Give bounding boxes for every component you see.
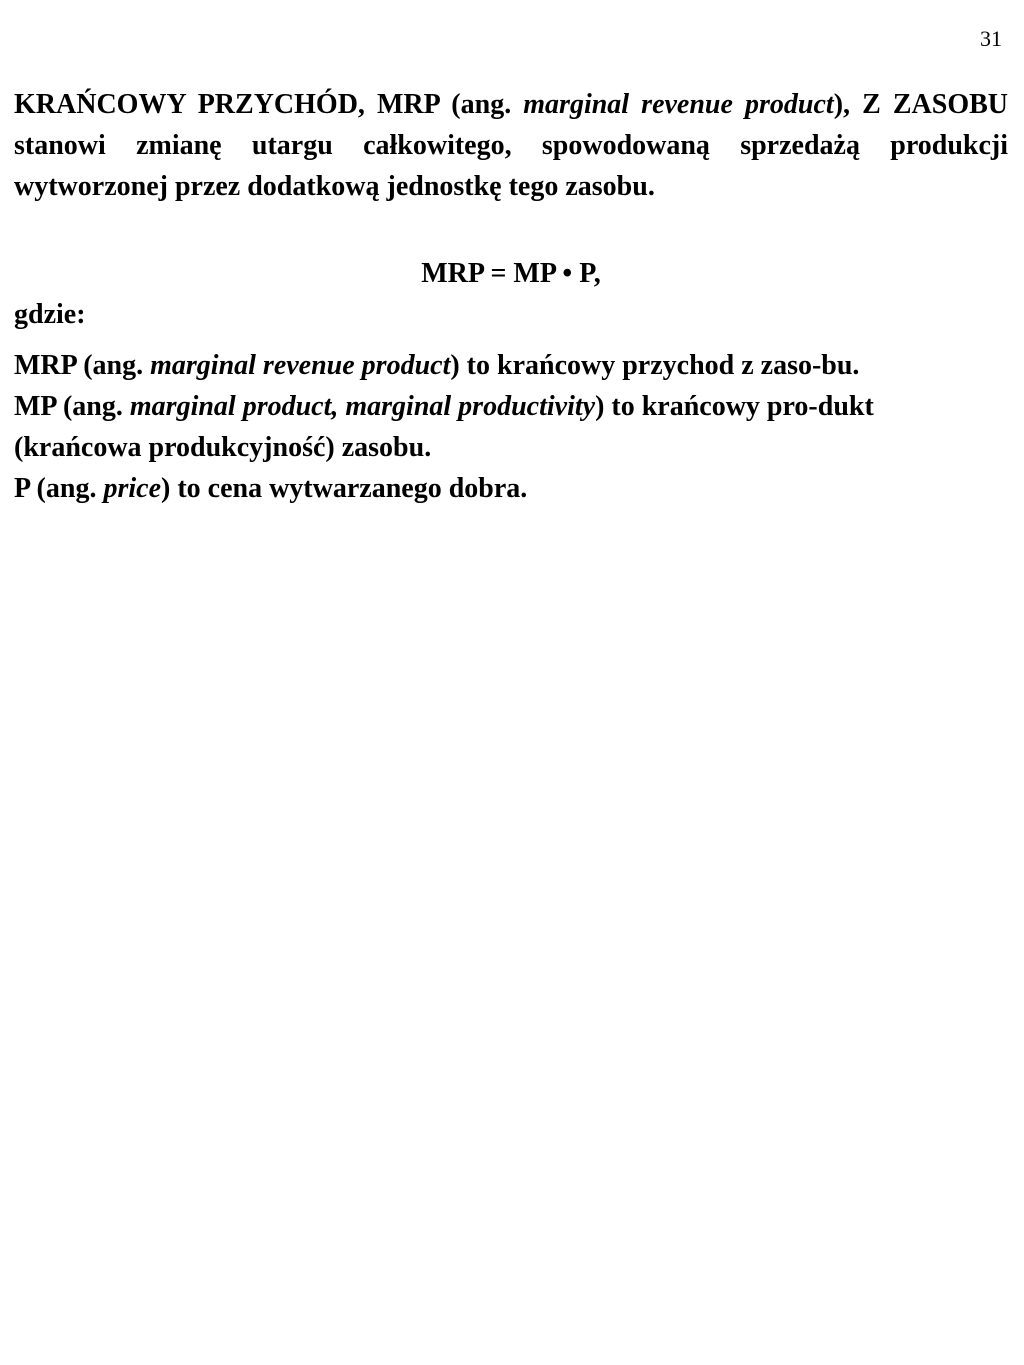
definition-paren-close: ), [833, 89, 851, 120]
where-label: gdzie: [14, 299, 86, 330]
definition-text: stanowi zmianę utargu całkowitego, spowodowaną sprzedażą produkcji wytworzonej przez dodatkową jednostkę tego zasobu. [14, 130, 1008, 202]
formula: MRP = MP • P, [421, 258, 601, 289]
definition-english-term: marginal revenue product [523, 89, 834, 120]
definition-paragraph [14, 84, 1008, 207]
gloss-english: price [103, 473, 161, 504]
gloss-definition: ) to cena wytwarzanego dobra. [161, 473, 528, 504]
gloss-english: marginal product, marginal productivity [129, 391, 596, 422]
gloss-mp [14, 386, 1008, 468]
slide-content [14, 84, 1008, 509]
gloss-p [14, 468, 1008, 509]
gloss-symbol: MP (ang. [14, 391, 130, 422]
gloss-symbol: MRP (ang. [14, 350, 151, 381]
definition-term-second-line: Z ZASOBU [862, 89, 1009, 120]
gloss-list [14, 345, 1008, 509]
gloss-english: marginal revenue product [150, 350, 451, 381]
page-number: 31 [980, 26, 1002, 51]
gloss-mrp [14, 345, 1008, 386]
gloss-definition: ) to krańcowy pro-dukt (krańcowa produkcyjność) zasobu. [14, 391, 874, 463]
definition-paren-open: (ang. [439, 89, 524, 120]
gloss-symbol: P (ang. [14, 473, 104, 504]
definition-term: KRAŃCOWY PRZYCHÓD, MRP [14, 89, 440, 120]
gloss-definition: ) to krańcowy przychod z zaso-bu. [450, 350, 860, 381]
